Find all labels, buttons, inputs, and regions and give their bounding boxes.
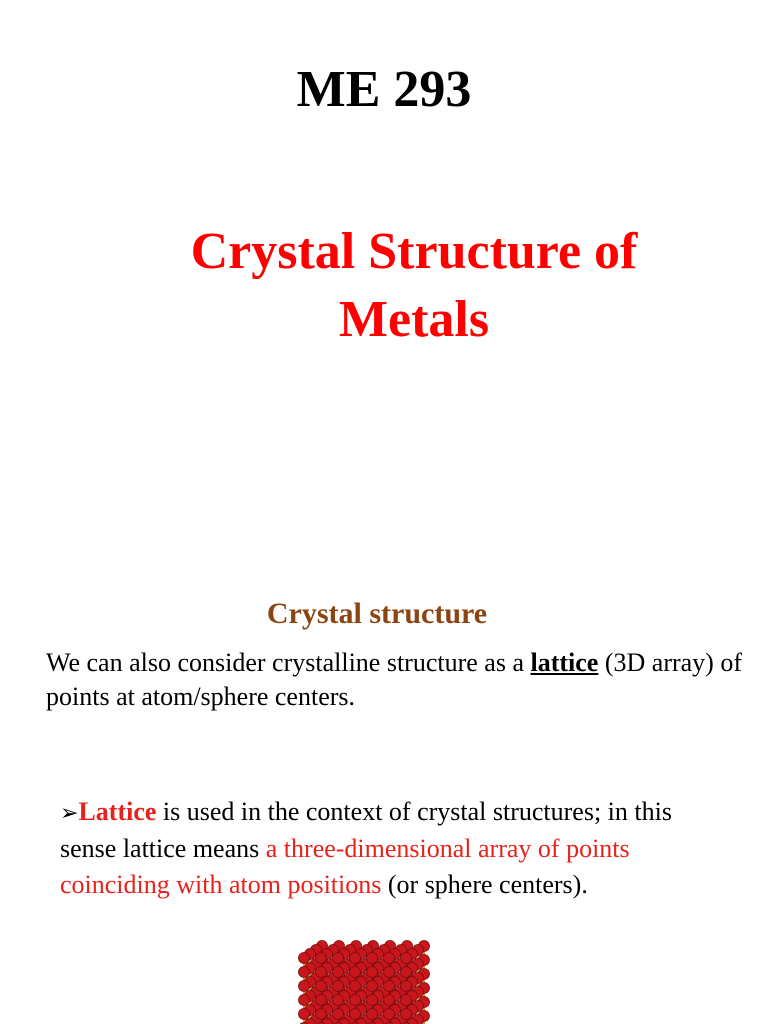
lattice-atom — [316, 981, 327, 992]
lattice-atom — [367, 967, 378, 978]
lattice-atom — [333, 967, 344, 978]
lattice-atom — [299, 981, 310, 992]
lattice-atom — [384, 981, 395, 992]
lattice-atom — [299, 995, 310, 1006]
lattice-atom — [316, 995, 327, 1006]
lattice-atom — [401, 1009, 412, 1020]
lattice-atom — [316, 967, 327, 978]
bullet-point — [60, 794, 720, 903]
lattice-atoms — [299, 941, 430, 1024]
bullet-term: Lattice — [78, 797, 157, 826]
lattice-atom — [333, 953, 344, 964]
lattice-atom — [384, 1009, 395, 1020]
lattice-atom — [384, 967, 395, 978]
lattice-atom — [299, 967, 310, 978]
lattice-atom — [367, 953, 378, 964]
lattice-atom — [350, 953, 361, 964]
lattice-atom — [401, 995, 412, 1006]
arrowhead-bullet-icon: ➢ — [60, 800, 79, 825]
lattice-atom — [384, 995, 395, 1006]
intro-text-end: (3D array) of points at atom/sphere centers. — [46, 648, 742, 711]
lattice-atom — [367, 981, 378, 992]
lattice-atom — [367, 1009, 378, 1020]
lattice-atom — [333, 995, 344, 1006]
lattice-atom — [401, 981, 412, 992]
lattice-atom — [350, 981, 361, 992]
lattice-atom — [401, 967, 412, 978]
intro-text-start: We can also consider crystalline structure as a — [46, 648, 531, 677]
lattice-atom — [316, 1009, 327, 1020]
lattice-atom — [316, 953, 327, 964]
lattice-atom — [350, 995, 361, 1006]
lattice-atom — [333, 981, 344, 992]
lattice-atom — [350, 1009, 361, 1020]
lattice-atom — [367, 995, 378, 1006]
lattice-atom — [333, 1009, 344, 1020]
intro-paragraph — [46, 646, 746, 714]
section-heading: Crystal structure — [266, 597, 488, 630]
bullet-text-end: (or sphere centers). — [381, 870, 588, 899]
content-slide — [0, 560, 768, 1024]
lattice-atom — [299, 953, 310, 964]
bullet-text-start: is used in the context of crystal structures; in this sense lattice means — [60, 797, 672, 863]
lattice-atom — [299, 1009, 310, 1020]
lattice-atom — [401, 953, 412, 964]
bullet-highlight: a three-dimensional array of points coinciding with atom positions — [60, 834, 630, 899]
lattice-atom — [350, 967, 361, 978]
lattice-atom — [384, 953, 395, 964]
slide-title: Crystal Structure of Metals — [190, 223, 638, 348]
crystal-lattice-model-image — [284, 920, 464, 1024]
lattice-keyword: lattice — [530, 648, 599, 677]
course-code: ME 293 — [296, 61, 472, 118]
